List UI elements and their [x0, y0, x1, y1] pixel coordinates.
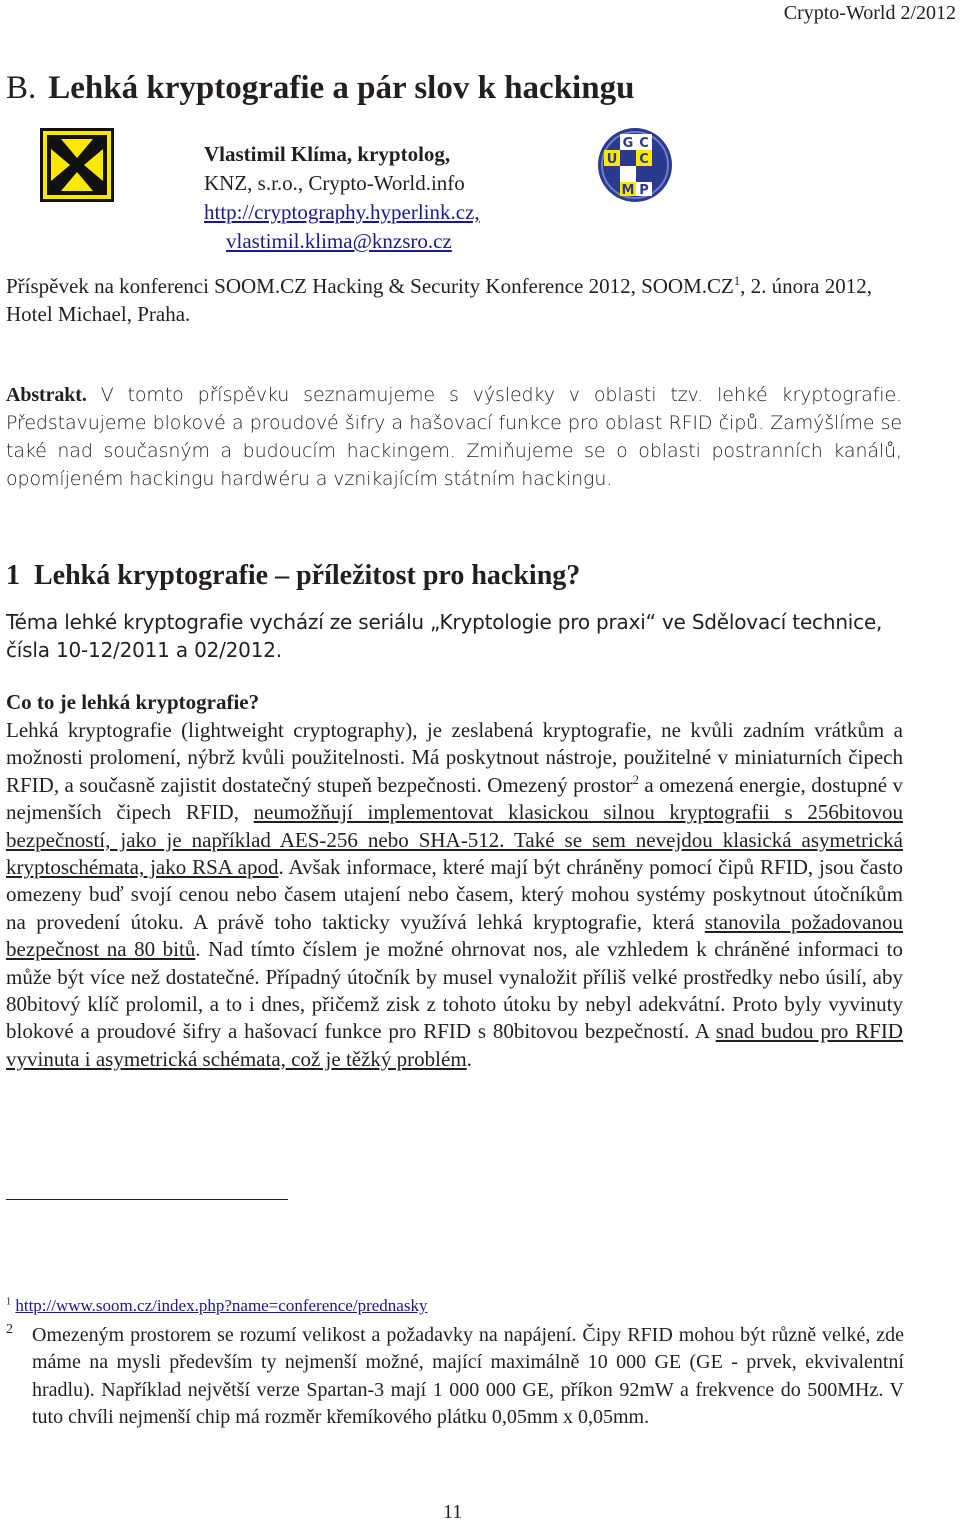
logo-letter: C [639, 136, 649, 151]
author-name: Vlastimil Klíma, kryptolog, [204, 142, 451, 166]
author-block [204, 140, 480, 256]
footnote-1 [6, 1296, 427, 1316]
footnote-2 [6, 1322, 904, 1432]
running-head: Crypto-World 2/2012 [783, 2, 956, 24]
footnote-separator [6, 1199, 288, 1200]
body-text: Lehká kryptografie (lightweight cryptography), je zeslabená kryptografie, ne kvůli zadním vrátkům a možnosti prolomení, nýbrž kvůli použitelnosti. Má poskytnout nástroje, použitelné v miniaturních čipech RFID, a současně zajistit dostatečný stupeň bezpečnosti. Omezený prostor [6, 718, 903, 797]
page-number: 11 [443, 1501, 463, 1523]
footnote-1-link[interactable]: http://www.soom.cz/index.php?name=conference/prednasky [15, 1296, 428, 1315]
body-text: . Nad tímto číslem je možné ohrnovat nos, ale vzhledem k chráněné informaci to může být více než dostatečné. Případný útočník by musel vynaložit příliš velké prostředky nebo úsilí, aby 80bitový klíč prolomil, a to i dnes, přičemž zisk z tohoto útoku by nebyl adekvátní. Proto byly vyvinuty blokové a proudové šifry a hašovací funkce pro RFID s 80bitovou bezpečností. A [6, 937, 904, 1044]
section-title [6, 70, 634, 107]
footnote-1-mark: 1 [6, 1296, 12, 1308]
logo-letter: P [639, 183, 649, 198]
underlined-text: snad budou pro RFID vyvinuta i asymetrická schémata, což je těžký problém [6, 1019, 903, 1071]
knz-logo-icon [40, 128, 114, 202]
abstract-text: V tomto příspěvku seznamujeme s výsledky v oblasti tzv. lehké kryptografie. Představujeme blokové a proudové šifry a hašovací funkce pro oblast RFID čipů. Zamýšlíme se také nad současným a budoucím hackingem. Zmiňujeme se o oblasti postranních kanálů, opomíjeném hackingu hardwéru a vznikajícím státním hackingu. [6, 384, 902, 490]
conference-note [6, 272, 886, 328]
footnote-ref-1[interactable]: 1 [733, 274, 741, 288]
author-affiliation: KNZ, s.r.o., Crypto-World.info [204, 171, 465, 195]
conference-note-text: Příspěvek na konferenci SOOM.CZ Hacking & Security Konference 2012, SOOM.CZ [6, 274, 734, 298]
logo-letter: M [621, 183, 635, 198]
section-letter: B. [6, 70, 37, 106]
underlined-text: stanovila požadovanou bezpečnost na 80 bitů [6, 909, 903, 962]
footnote-2-mark: 2 [6, 1322, 13, 1337]
underlined-text: neumožňují implementovat klasickou silnou kryptografii s 256bitovou bezpečností, jako je například AES-256 nebo SHA-512. Také se sem nevejdou klasická asymetrická kryptoschémata, jako RSA apod [6, 800, 903, 880]
heading-1 [6, 560, 580, 592]
conference-note-text-end: , 2. února 2012, Hotel Michael, Praha. [6, 274, 872, 326]
gccmp-logo-icon [596, 126, 674, 204]
author-website-link[interactable]: http://cryptography.hyperlink.cz, [204, 200, 480, 224]
heading-number: 1 [6, 560, 20, 591]
heading-title: Lehká kryptografie – příležitost pro hacking? [34, 560, 581, 591]
author-email-link[interactable]: vlastimil.klima@knzsro.cz [226, 229, 452, 253]
body-text: a omezená energie, dostupné v nejmenších čipech RFID, [6, 772, 904, 825]
footnote-ref-2[interactable]: 2 [632, 772, 639, 787]
body-text: . [466, 1046, 472, 1071]
section-title-text: Lehká kryptografie a pár slov k hackingu [48, 70, 635, 106]
logo-letter: C [639, 152, 649, 167]
subheading: Co to je lehká kryptografie? [6, 690, 260, 714]
body-text: . Avšak informace, které mají být chráněny pomocí čipů RFID, jsou často omezeny buď svojí cenou nebo časem utajení nebo časem, který mohou systémy poskytnout útočníkům na provedení útoku. A právě toho takticky využívá lehká kryptografie, která [6, 855, 903, 934]
abstract-label: Abstrakt. [6, 384, 87, 406]
body-paragraph [6, 717, 903, 1073]
footnote-2-text: Omezeným prostorem se rozumí velikost a požadavky na napájení. Čipy RFID mohou být různě velké, zde máme na mysli především ty nejmenší možné, mající maximálně 10 000 GE (GE - prvek, ekvivalentní hradlu). Například největší verze Spartan-3 mají 1 000 000 GE, příkon 92mW a frekvence do 500MHz. V tuto chvíli nejmenší chip má rozměr křemíkového plátku 0,05mm x 0,05mm. [32, 1324, 904, 1429]
abstract [6, 381, 902, 493]
logo-letter: G [622, 136, 634, 151]
logo-letter: U [606, 152, 618, 167]
topic-paragraph: Téma lehké kryptografie vychází ze seriálu „Kryptologie pro praxi“ ve Sdělovací technice, čísla 10-12/2011 a 02/2012. [6, 610, 883, 662]
